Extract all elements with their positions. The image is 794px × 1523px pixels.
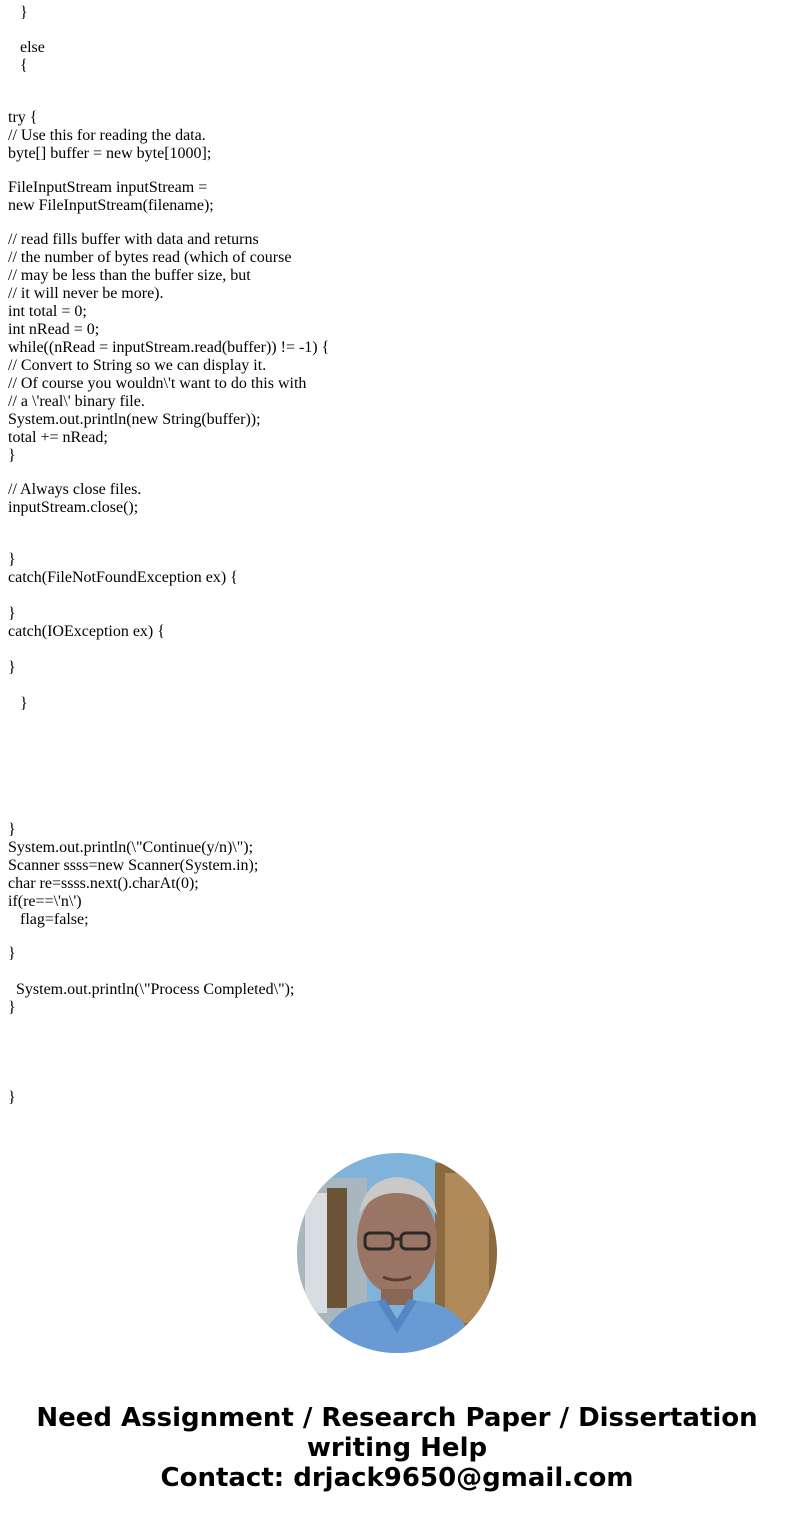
code-line: } <box>8 605 16 622</box>
code-line: else <box>8 39 45 56</box>
code-line: } <box>8 999 16 1016</box>
banner-line-1: Need Assignment / Research Paper / Dissertation <box>36 1403 758 1433</box>
code-line: FileInputStream inputStream = <box>8 179 208 196</box>
banner-line-2: writing Help <box>306 1433 488 1463</box>
code-line: catch(IOException ex) { <box>8 623 165 640</box>
code-line: System.out.println(new String(buffer)); <box>8 411 261 428</box>
code-line: // Use this for reading the data. <box>8 127 206 144</box>
code-line: // may be less than the buffer size, but <box>8 267 251 284</box>
code-line: // a \'real\' binary file. <box>8 393 145 410</box>
contact-banner <box>0 1403 794 1493</box>
code-line: byte[] buffer = new byte[1000]; <box>8 145 212 162</box>
code-line: } <box>8 1089 16 1106</box>
code-line: try { <box>8 109 38 126</box>
code-line: // Of course you wouldn\'t want to do this with <box>8 375 307 392</box>
code-line: int total = 0; <box>8 303 87 320</box>
code-line: Scanner ssss=new Scanner(System.in); <box>8 857 259 874</box>
code-line: } <box>8 4 28 21</box>
code-line: while((nRead = inputStream.read(buffer)) != -1) { <box>8 339 330 356</box>
code-line: new FileInputStream(filename); <box>8 197 214 214</box>
code-line: // Always close files. <box>8 481 142 498</box>
code-line: } <box>8 695 28 712</box>
code-line: } <box>8 659 16 676</box>
code-line: // the number of bytes read (which of course <box>8 249 292 266</box>
code-line: // it will never be more). <box>8 285 164 302</box>
contact-email: Contact: drjack9650@gmail.com <box>160 1463 634 1493</box>
avatar <box>297 1153 497 1353</box>
code-line: catch(FileNotFoundException ex) { <box>8 569 238 586</box>
code-line: total += nRead; <box>8 429 108 446</box>
code-line: inputStream.close(); <box>8 499 139 516</box>
code-line: } <box>8 447 16 464</box>
code-line: } <box>8 551 16 568</box>
code-line: // read fills buffer with data and returns <box>8 231 259 248</box>
code-line: { <box>8 57 28 74</box>
code-line: // Convert to String so we can display it. <box>8 357 267 374</box>
code-line: if(re==\'n\') <box>8 893 82 910</box>
code-line: flag=false; <box>8 911 89 928</box>
code-line: int nRead = 0; <box>8 321 100 338</box>
code-line: } <box>8 945 16 962</box>
code-line: } <box>8 821 16 838</box>
person-photo-icon <box>297 1153 497 1353</box>
code-line: char re=ssss.next().charAt(0); <box>8 875 199 892</box>
code-line: System.out.println(\"Process Completed\"); <box>8 981 295 998</box>
code-line: System.out.println(\"Continue(y/n)\"); <box>8 839 254 856</box>
